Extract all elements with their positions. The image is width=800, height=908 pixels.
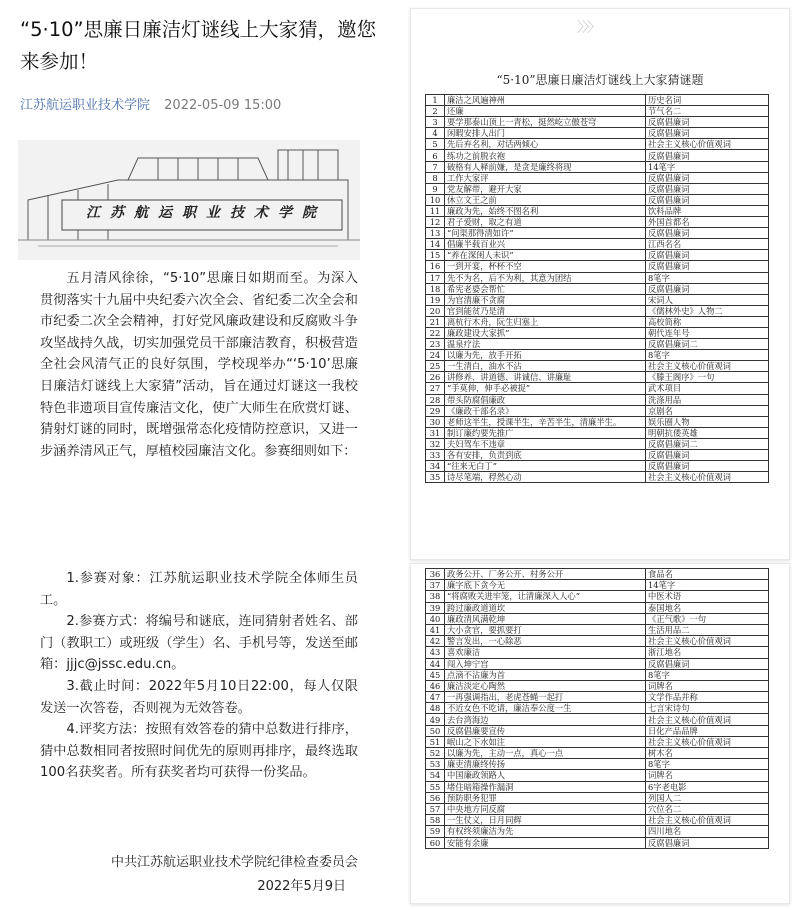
puzzle-category: 词牌名 <box>646 770 769 781</box>
puzzle-category: 朝代连年号 <box>646 327 769 338</box>
puzzle-table-2 <box>425 568 769 849</box>
puzzle-number: 17 <box>426 272 445 283</box>
puzzle-category: 社会主义核心价值观词 <box>646 139 769 150</box>
puzzle-riddle: 以廉为先，主动一点，真心一点 <box>445 748 646 759</box>
puzzle-number: 42 <box>426 636 445 647</box>
puzzle-category: 武术项目 <box>646 383 769 394</box>
puzzle-riddle: 先后弃名利，对话两倾心 <box>445 139 646 150</box>
table-row <box>426 591 769 602</box>
puzzle-riddle: 廉政为先，始终不图名利 <box>445 205 646 216</box>
puzzle-category: 反腐倡廉词 <box>646 128 769 139</box>
table-row <box>426 350 769 361</box>
puzzle-riddle: 离杭行木舟，阮生归塞上 <box>445 316 646 327</box>
puzzle-number: 57 <box>426 803 445 814</box>
table-row <box>426 580 769 591</box>
puzzle-number: 41 <box>426 624 445 635</box>
table-row <box>426 647 769 658</box>
puzzle-number: 19 <box>426 294 445 305</box>
puzzle-category: 社会主义核心价值观词 <box>646 636 769 647</box>
puzzle-number: 36 <box>426 569 445 580</box>
puzzle-number: 20 <box>426 305 445 316</box>
intro-paragraph: 五月清风徐徐，“5·10”思廉日如期而至。为深入贯彻落实十九届中央纪委六次全会、省纪委二次全会和市纪委二次全会精神，打好党风廉政建设和反腐败斗争攻坚战持久战，切实加强党员干部廉洁教育，积极营造全社会风清气正的良好氛围，学校现举办“‘5·10’思廉日廉洁灯谜线上大家猜”活动，旨在通过灯谜这一我校特色非遗项目宣传廉洁文化，使广大师生在欣赏灯谜、猜射灯谜的同时，既增强常态化疫情防控意识，又进一步涵养清风正气，厚植校园廉洁文化。参赛细则如下： <box>40 271 358 459</box>
article-date: 2022-05-09 15:00 <box>164 98 282 113</box>
puzzle-riddle: 反腐倡廉要宣传 <box>445 725 646 736</box>
puzzle-number: 11 <box>426 205 445 216</box>
article-meta <box>20 94 281 113</box>
puzzle-number: 16 <box>426 261 445 272</box>
puzzle-riddle: 闯入坤宁宫 <box>445 658 646 669</box>
table-row <box>426 394 769 405</box>
puzzle-riddle: 喜欢廉洁 <box>445 647 646 658</box>
signature-date: 2022年5月9日 <box>257 879 346 894</box>
puzzle-riddle: 警言发出，一心除恶 <box>445 636 646 647</box>
puzzle-category: 宋词人 <box>646 294 769 305</box>
puzzle-number: 32 <box>426 438 445 449</box>
article-intro <box>40 268 358 462</box>
puzzle-riddle: “往来无白丁” <box>445 461 646 472</box>
puzzle-category: 反腐倡廉词 <box>646 228 769 239</box>
puzzle-category: 反腐倡廉词 <box>646 250 769 261</box>
puzzle-riddle: 廉吏清廉终传扬 <box>445 759 646 770</box>
puzzle-category: 节气名二 <box>646 106 769 117</box>
puzzle-riddle: 夫妇驾车不违章 <box>445 438 646 449</box>
puzzle-riddle: 要学那泰山顶上一青松，挺然屹立傲苍穹 <box>445 117 646 128</box>
puzzle-category: 反腐倡廉词 <box>646 172 769 183</box>
puzzle-number: 56 <box>426 792 445 803</box>
table-row <box>426 461 769 472</box>
puzzle-category: 文学作品并称 <box>646 692 769 703</box>
puzzle-riddle: 君子爱财，取之有道 <box>445 217 646 228</box>
table-row <box>426 602 769 613</box>
puzzle-number: 22 <box>426 327 445 338</box>
puzzle-category: 明朝抗倭英雄 <box>646 427 769 438</box>
table-row <box>426 172 769 183</box>
puzzle-page-1 <box>410 8 790 560</box>
puzzle-riddle: “将腐败关进牢笼，让清廉深入人心” <box>445 591 646 602</box>
puzzle-riddle: 政务公开、厂务公开、村务公开 <box>445 569 646 580</box>
puzzle-category: 四川地名 <box>646 826 769 837</box>
table-row <box>426 427 769 438</box>
puzzle-category: 历史名词 <box>646 95 769 106</box>
puzzle-riddle: 工作大家评 <box>445 172 646 183</box>
puzzle-number: 1 <box>426 95 445 106</box>
table-row <box>426 703 769 714</box>
puzzle-riddle: 中央地方同反腐 <box>445 803 646 814</box>
puzzle-number: 9 <box>426 183 445 194</box>
puzzle-table-1 <box>425 94 769 483</box>
puzzle-riddle: 先不为名，后不为利，其意为团结 <box>445 272 646 283</box>
puzzle-category: 社会主义核心价值观词 <box>646 472 769 483</box>
puzzle-number: 4 <box>426 128 445 139</box>
table-row <box>426 228 769 239</box>
rule-method: 2.参赛方式：将编号和谜底，连同猜射者姓名、部门（教职工）或班级（学生）名、手机号等，发送至邮箱：jjjc@jssc.edu.cn。 <box>40 614 358 673</box>
puzzle-number: 39 <box>426 602 445 613</box>
puzzle-number: 31 <box>426 427 445 438</box>
puzzle-riddle: 以廉为先，放手开拓 <box>445 350 646 361</box>
puzzle-category: 泰国地名 <box>646 602 769 613</box>
puzzle-number: 14 <box>426 239 445 250</box>
table-row <box>426 361 769 372</box>
puzzle-riddle: 廉政清风满乾坤 <box>445 613 646 624</box>
puzzle-number: 47 <box>426 692 445 703</box>
table-row <box>426 183 769 194</box>
rule-participants: 1.参赛对象：江苏航运职业技术学院全体师生员工。 <box>40 571 358 608</box>
table-row <box>426 294 769 305</box>
table-row <box>426 714 769 725</box>
table-row <box>426 272 769 283</box>
puzzle-number: 3 <box>426 117 445 128</box>
puzzle-number: 15 <box>426 250 445 261</box>
table-row <box>426 815 769 826</box>
puzzle-riddle: 一再强调指出，老虎苍蝇一起打 <box>445 692 646 703</box>
puzzle-riddle: 廉洁之风遍神州 <box>445 95 646 106</box>
table-row <box>426 748 769 759</box>
puzzle-number: 25 <box>426 361 445 372</box>
puzzle-category: 江西名名 <box>646 239 769 250</box>
table-row <box>426 613 769 624</box>
table-row <box>426 106 769 117</box>
puzzle-riddle: 点滴不沾廉为首 <box>445 669 646 680</box>
signature: 中共江苏航运职业技术学院纪律检查委员会 <box>110 855 358 870</box>
puzzle-category: 浙江地名 <box>646 647 769 658</box>
puzzle-category: 反腐倡廉词 <box>646 183 769 194</box>
puzzle-riddle: 讲修养、讲道德、讲诚信、讲廉耻 <box>445 372 646 383</box>
puzzle-category: 8笔字 <box>646 350 769 361</box>
puzzle-category: 娱乐圈人物 <box>646 416 769 427</box>
puzzle-number: 58 <box>426 815 445 826</box>
puzzle-riddle: “手莫伸，伸手必被捉” <box>445 383 646 394</box>
puzzle-riddle: 休立文王之前 <box>445 194 646 205</box>
puzzle-category: 食品名 <box>646 569 769 580</box>
puzzle-riddle: 老师这半生，授课半生，辛苦半生，清廉半生。 <box>445 416 646 427</box>
table-row <box>426 161 769 172</box>
table-row <box>426 150 769 161</box>
table-row <box>426 636 769 647</box>
article-title: “5·10”思廉日廉洁灯谜线上大家猜，邀您来参加！ <box>20 18 377 73</box>
puzzle-number: 30 <box>426 416 445 427</box>
puzzle-category: 社会主义核心价值观词 <box>646 714 769 725</box>
puzzle-category: 8笔字 <box>646 669 769 680</box>
puzzle-category: 外国首都名 <box>646 217 769 228</box>
table-row <box>426 205 769 216</box>
puzzle-category: 反腐倡廉词 <box>646 117 769 128</box>
table-row <box>426 770 769 781</box>
puzzle-riddle: 制订廉约要先推广 <box>445 427 646 438</box>
table-row <box>426 837 769 848</box>
table-row <box>426 239 769 250</box>
puzzle-category: 8笔字 <box>646 272 769 283</box>
banner-school-name: 江苏航运职业技术学院 <box>86 205 326 221</box>
puzzle-riddle: “问渠那得清如许” <box>445 228 646 239</box>
puzzle-riddle: 廉洁淡定心陶然 <box>445 680 646 691</box>
puzzle-number: 27 <box>426 383 445 394</box>
puzzle-riddle: 温泉疗法 <box>445 339 646 350</box>
puzzle-number: 37 <box>426 580 445 591</box>
puzzle-number: 6 <box>426 150 445 161</box>
puzzle-riddle: 堵住暗箱操作漏洞 <box>445 781 646 792</box>
article-source-link[interactable]: 江苏航运职业技术学院 <box>20 98 151 113</box>
puzzle-category: 反腐倡廉词 <box>646 450 769 461</box>
table-row <box>426 372 769 383</box>
puzzle-category: 社会主义核心价值观词 <box>646 815 769 826</box>
puzzle-number: 43 <box>426 647 445 658</box>
table-row <box>426 327 769 338</box>
puzzle-riddle: 不近女色不吃请，廉洁奉公度一生 <box>445 703 646 714</box>
table-row <box>426 569 769 580</box>
puzzle-number: 44 <box>426 658 445 669</box>
table-row <box>426 261 769 272</box>
puzzle-riddle: 各有安排，负责到底 <box>445 450 646 461</box>
puzzle-riddle: 党友解带，避开大家 <box>445 183 646 194</box>
puzzle-riddle: 一到开宴，杯杯不空 <box>445 261 646 272</box>
puzzle-riddle: 去台湾海边 <box>445 714 646 725</box>
puzzle-number: 2 <box>426 106 445 117</box>
puzzle-number: 12 <box>426 217 445 228</box>
table-row <box>426 472 769 483</box>
table-row <box>426 316 769 327</box>
puzzle-category: 《滕王阁序》一句 <box>646 372 769 383</box>
table-row <box>426 217 769 228</box>
table-row <box>426 339 769 350</box>
table-row <box>426 692 769 703</box>
table-row <box>426 128 769 139</box>
puzzle-riddle: 大小贪官，要抓要打 <box>445 624 646 635</box>
puzzle-riddle: 跨过廉政道道坎 <box>445 602 646 613</box>
puzzle-number: 23 <box>426 339 445 350</box>
puzzle-number: 21 <box>426 316 445 327</box>
puzzle-riddle: 官到能贫乃是清 <box>445 305 646 316</box>
puzzle-number: 10 <box>426 194 445 205</box>
puzzle-number: 34 <box>426 461 445 472</box>
puzzle-number: 38 <box>426 591 445 602</box>
puzzle-riddle: 安能有余廉 <box>445 837 646 848</box>
puzzle-category: 七言宋诗句 <box>646 703 769 714</box>
puzzle-number: 33 <box>426 450 445 461</box>
puzzle-category: 8笔字 <box>646 759 769 770</box>
puzzle-number: 28 <box>426 394 445 405</box>
puzzle-number: 46 <box>426 680 445 691</box>
puzzle-panel <box>400 0 800 908</box>
rules-list <box>40 568 358 784</box>
puzzle-number: 24 <box>426 350 445 361</box>
table-row <box>426 405 769 416</box>
puzzle-category: 京剧名 <box>646 405 769 416</box>
puzzle-category: 词牌名 <box>646 680 769 691</box>
puzzle-riddle: 预防职务犯罪 <box>445 792 646 803</box>
table-row <box>426 759 769 770</box>
puzzle-riddle: 岷山之下水如注 <box>445 736 646 747</box>
table-row <box>426 416 769 427</box>
puzzle-category: 反腐倡廉词 <box>646 283 769 294</box>
puzzle-riddle: “养在深闺人未识” <box>445 250 646 261</box>
puzzle-number: 50 <box>426 725 445 736</box>
puzzle-category: 洗涤用品 <box>646 394 769 405</box>
table-row <box>426 283 769 294</box>
puzzle-riddle: 闲暇安排人出门 <box>445 128 646 139</box>
puzzle-category: 穴位名二 <box>646 803 769 814</box>
puzzle-riddle: 一生清白，油水不沾 <box>445 361 646 372</box>
puzzle-number: 54 <box>426 770 445 781</box>
puzzle-number: 29 <box>426 405 445 416</box>
table-row <box>426 792 769 803</box>
puzzle-category: 反腐倡廉词 <box>646 194 769 205</box>
puzzle-number: 18 <box>426 283 445 294</box>
puzzle-number: 51 <box>426 736 445 747</box>
puzzle-page-2 <box>410 563 790 904</box>
table-row <box>426 139 769 150</box>
table-row <box>426 95 769 106</box>
puzzle-riddle: 廉政建设大家抓” <box>445 327 646 338</box>
puzzle-category: 列国人二 <box>646 792 769 803</box>
puzzle-number: 13 <box>426 228 445 239</box>
puzzle-category: 反腐倡廉词 <box>646 658 769 669</box>
puzzle-number: 53 <box>426 759 445 770</box>
puzzle-category: 树木名 <box>646 748 769 759</box>
puzzle-riddle: 诗尽笔端，稃然心动 <box>445 472 646 483</box>
rule-awards: 4.评奖方法：按照有效答卷的猜中总数进行排序，猜中总数相同者按照时间优先的原则再排序，最终选取100名获奖者。所有获奖者均可获得一份奖品。 <box>40 722 358 781</box>
puzzle-category: 14笔字 <box>646 161 769 172</box>
puzzle-category: 社会主义核心价值观词 <box>646 361 769 372</box>
table-row <box>426 736 769 747</box>
puzzle-riddle: 《廉政干部名录》 <box>445 405 646 416</box>
puzzle-number: 59 <box>426 826 445 837</box>
puzzle-number: 52 <box>426 748 445 759</box>
puzzle-category: 6字老电影 <box>646 781 769 792</box>
puzzle-riddle: 一生仗义，日月同辉 <box>445 815 646 826</box>
puzzle-riddle: 破格有人释前嫌，是贪是廉终将现 <box>445 161 646 172</box>
table-row <box>426 826 769 837</box>
puzzle-number: 60 <box>426 837 445 848</box>
puzzle-number: 55 <box>426 781 445 792</box>
puzzle-number: 49 <box>426 714 445 725</box>
table-row <box>426 658 769 669</box>
puzzle-riddle: 有权终须廉洁为先 <box>445 826 646 837</box>
table-row <box>426 624 769 635</box>
table-row <box>426 438 769 449</box>
puzzle-number: 35 <box>426 472 445 483</box>
puzzle-category: 《正气歌》一句 <box>646 613 769 624</box>
puzzle-number: 8 <box>426 172 445 183</box>
chevrons-icon: 〉〉〉 <box>577 20 599 36</box>
puzzle-riddle: 为官清廉不贪腐 <box>445 294 646 305</box>
puzzle-riddle: 还廉 <box>445 106 646 117</box>
puzzle-number: 26 <box>426 372 445 383</box>
puzzle-riddle: 中国廉政领路人 <box>445 770 646 781</box>
puzzle-number: 48 <box>426 703 445 714</box>
table-row <box>426 250 769 261</box>
puzzle-category: 反腐倡廉词二 <box>646 339 769 350</box>
puzzle-category: 饮料品牌 <box>646 205 769 216</box>
table-row <box>426 117 769 128</box>
puzzle-category: 《儒林外史》人物二 <box>646 305 769 316</box>
puzzle-category: 日化产品品牌 <box>646 725 769 736</box>
puzzle-category: 中医术语 <box>646 591 769 602</box>
puzzle-riddle: 带头防腐倡廉政 <box>445 394 646 405</box>
puzzle-riddle: 廉字底下贪今无 <box>445 580 646 591</box>
puzzle-riddle: 希宪老婆会帮忙 <box>445 283 646 294</box>
puzzle-category: 反腐倡廉词 <box>646 837 769 848</box>
puzzle-number: 40 <box>426 613 445 624</box>
puzzle-category: 反腐倡廉词 <box>646 261 769 272</box>
puzzle-category: 反腐倡廉词二 <box>646 438 769 449</box>
puzzle-riddle: 练功之前脱衣袍 <box>445 150 646 161</box>
table-row <box>426 680 769 691</box>
puzzle-category: 反腐倡廉词 <box>646 461 769 472</box>
puzzle-category: 高校简称 <box>646 316 769 327</box>
puzzle-riddle: 倡廉半载百业兴 <box>445 239 646 250</box>
table-row <box>426 305 769 316</box>
table-row <box>426 194 769 205</box>
table-row <box>426 725 769 736</box>
puzzle-title: “5·10”思廉日廉洁灯谜线上大家猜谜题 <box>496 73 704 87</box>
rule-deadline: 3.截止时间：2022年5月10日22:00，每人仅限发送一次答卷，否则视为无效答卷。 <box>40 678 358 716</box>
puzzle-category: 14笔字 <box>646 580 769 591</box>
puzzle-number: 5 <box>426 139 445 150</box>
table-row <box>426 803 769 814</box>
puzzle-category: 反腐倡廉词 <box>646 150 769 161</box>
campus-banner-image <box>18 140 360 260</box>
table-row <box>426 781 769 792</box>
puzzle-category: 社会主义核心价值观词 <box>646 736 769 747</box>
campus-building-sketch <box>18 140 360 260</box>
table-row <box>426 669 769 680</box>
puzzle-number: 7 <box>426 161 445 172</box>
puzzle-category: 生活用品二 <box>646 624 769 635</box>
puzzle-number: 45 <box>426 669 445 680</box>
table-row <box>426 383 769 394</box>
table-row <box>426 450 769 461</box>
